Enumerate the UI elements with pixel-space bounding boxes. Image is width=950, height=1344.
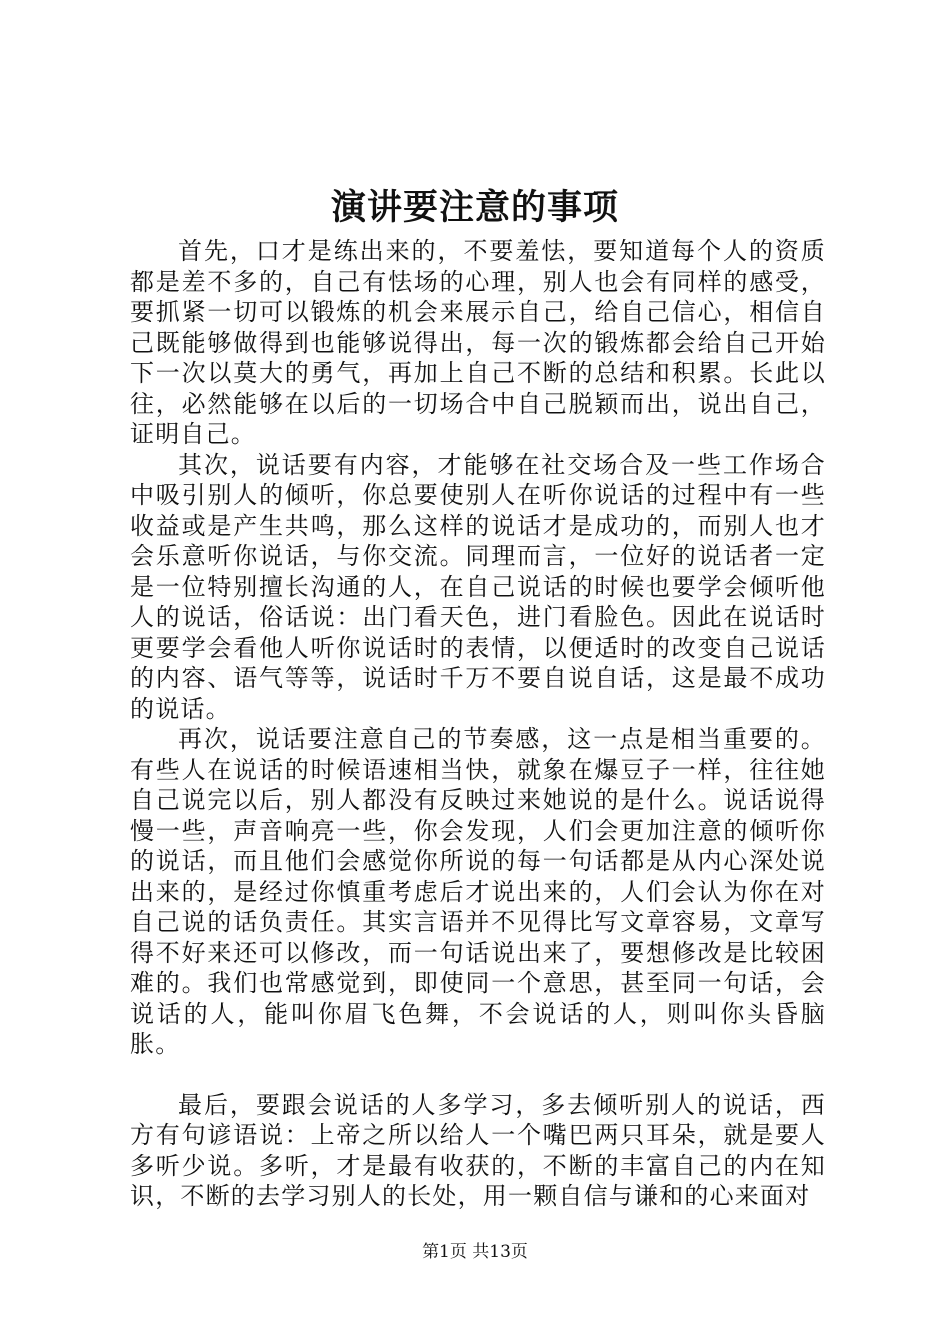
paragraph-second: 其次，说话要有内容，才能够在社交场合及一些工作场合中吸引别人的倾听，你总要使别人在听你说话的过程中有一些收益或是产生共鸣，那么这样的说话才是成功的，而别人也才会乐意听你说话，与你交流。同理而言，一位好的说话者一定是一位特别擅长沟通的人，在自己说话的时候也要学会倾听他人的说话，俗话说：出门看天色，进门看脸色。因此在说话时更要学会看他人听你说话时的表情，以便适时的改变自己说话的内容、语气等等，说话时千万不要自说自话，这是最不成功的说话。 — [130, 450, 826, 723]
paragraph-fourth: 最后，要跟会说话的人多学习，多去倾听别人的说话，西方有句谚语说：上帝之所以给人一个嘴巴两只耳朵，就是要人多听少说。多听，才是最有收获的，不断的丰富自己的内在知识，不断的去学习别人的长处，用一颗自信与谦和的心来面对 — [130, 1090, 826, 1210]
document-title: 演讲要注意的事项 — [330, 187, 619, 228]
paragraph-third: 再次，说话要注意自己的节奏感，这一点是相当重要的。有些人在说话的时候语速相当快，就象在爆豆子一样，往往她自己说完以后，别人都没有反映过来她说的是什么。说话说得慢一些，声音响亮一些，你会发现，人们会更加注意的倾听你的说话，而且他们会感觉你所说的每一句话都是从内心深处说出来的，是经过你慎重考虑后才说出来的，人们会认为你在对自己说的话负责任。其实言语并不见得比写文章容易，文章写得不好来还可以修改，而一句话说出来了，要想修改是比较困难的。我们也常感觉到，即使同一个意思，甚至同一句话，会说话的人，能叫你眉飞色舞，不会说话的人，则叫你头昏脑胀。 — [130, 725, 826, 1058]
document-body — [130, 236, 826, 1212]
paragraph-first: 首先，口才是练出来的，不要羞怯，要知道每个人的资质都是差不多的，自己有怯场的心理，别人也会有同样的感受，要抓紧一切可以锻炼的机会来展示自己，给自己信心，相信自己既能够做得到也能够说得出，每一次的锻炼都会给自己开始下一次以莫大的勇气，再加上自己不断的总结和积累。长此以往，必然能够在以后的一切场合中自己脱颖而出，说出自己，证明自己。 — [130, 237, 826, 448]
page-number-footer: 第1页 共13页 — [422, 1242, 528, 1262]
